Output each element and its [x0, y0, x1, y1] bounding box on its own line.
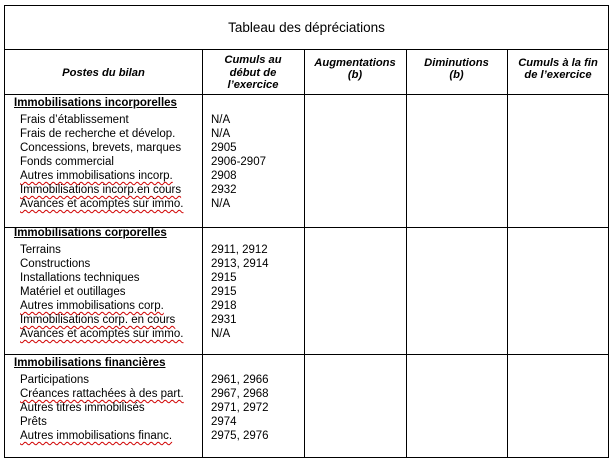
header-augmentations-line-2: (b): [347, 69, 363, 81]
row-code: 2932: [211, 184, 237, 196]
row-code: 2918: [211, 300, 237, 312]
section-divider-2: [5, 354, 608, 355]
header-cumuls-debut-line-2: début de: [229, 66, 277, 79]
row-label: Terrains: [20, 244, 61, 256]
row-code: N/A: [211, 198, 231, 210]
header-diminutions: [406, 49, 507, 89]
row-label: Frais de recherche et dévelop.: [20, 128, 176, 140]
header-augmentations: [304, 49, 406, 89]
row-code: 2931: [211, 314, 237, 326]
row-label: Immobilisations corp. en cours: [20, 314, 176, 326]
row-code: 2911, 2912: [211, 244, 268, 256]
section-title-financieres: Immobilisations financières: [14, 357, 166, 369]
column-divider-2: [304, 49, 305, 457]
row-code: 2975, 2976: [211, 430, 269, 442]
section-title-incorporelles: Immobilisations incorporelles: [14, 97, 177, 109]
header-cumuls-fin-line-2: de l’exercice: [524, 69, 592, 81]
header-diminutions-line-2: (b): [449, 69, 464, 81]
row-label: Fonds commercial: [20, 156, 114, 168]
header-postes-label: Postes du bilan: [62, 66, 145, 79]
header-augmentations-line-1: Augmentations: [314, 56, 396, 69]
row-code: 2908: [211, 170, 237, 182]
header-cumuls-fin-line-1: Cumuls à la fin: [518, 56, 598, 69]
row-label: Concessions, brevets, marques: [20, 142, 182, 154]
row-code: 2915: [211, 286, 237, 298]
column-divider-4: [507, 49, 508, 457]
row-label: Constructions: [20, 258, 91, 270]
column-divider-3: [406, 49, 407, 457]
row-label: Créances rattachées à des part.: [20, 388, 184, 400]
header-postes: [5, 49, 202, 97]
row-code: 2905: [211, 142, 237, 154]
header-cumuls-fin: [507, 49, 609, 89]
row-label: Autres immobilisations corp.: [20, 300, 164, 312]
table-title: Tableau des dépréciations: [228, 20, 385, 35]
row-code: 2915: [211, 272, 237, 284]
row-label: Immobilisations incorp.en cours: [20, 184, 182, 196]
row-code: N/A: [211, 128, 231, 140]
row-code: 2913, 2914: [211, 258, 269, 270]
row-label: Participations: [20, 374, 90, 386]
row-code: 2974: [211, 416, 237, 428]
row-label: Autres immobilisations incorp.: [20, 170, 173, 182]
row-label: Autres titres immobilisés: [20, 402, 145, 414]
header-diminutions-line-1: Diminutions: [424, 56, 489, 69]
column-divider-1: [202, 49, 203, 457]
row-code: 2961, 2966: [211, 374, 269, 386]
section-title-corporelles: Immobilisations corporelles: [14, 227, 167, 239]
row-code: 2967, 2968: [211, 388, 269, 400]
row-label: Avances et acomptes sur immo.: [20, 198, 184, 210]
header-cumuls-debut-line-3: l’exercice: [227, 79, 279, 92]
row-label: Prêts: [20, 416, 47, 428]
header-cumuls-debut: [202, 49, 304, 97]
row-code: N/A: [211, 328, 231, 340]
row-label: Frais d’établissement: [20, 114, 129, 126]
depreciation-table: [4, 5, 609, 458]
row-label: Autres immobilisations financ.: [20, 430, 173, 442]
row-code: 2971, 2972: [211, 402, 269, 414]
row-label: Matériel et outillages: [20, 286, 126, 298]
header-cumuls-debut-line-1: Cumuls au: [224, 54, 282, 67]
row-code: N/A: [211, 114, 231, 126]
row-label: Avances et acomptes sur immo.: [20, 328, 184, 340]
row-code: 2906-2907: [211, 156, 266, 168]
row-label: Installations techniques: [20, 272, 140, 284]
